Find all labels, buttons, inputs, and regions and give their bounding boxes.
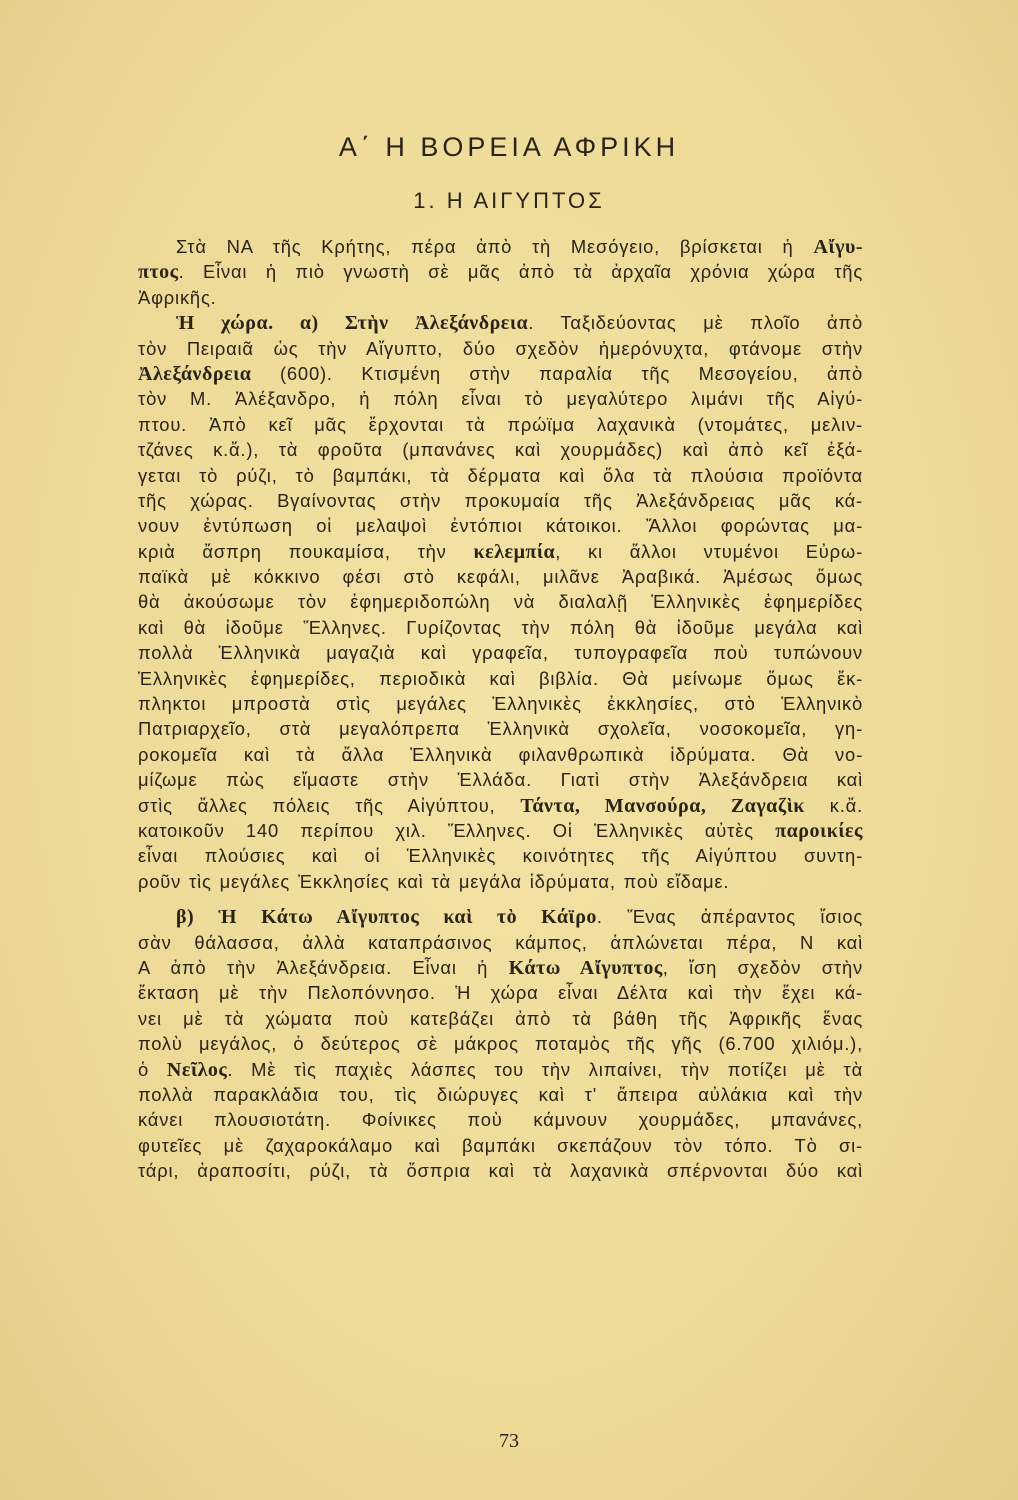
text-line: πτου. Ἀπὸ κεῖ μᾶς ἔρχονται τὰ πρώϊμα λαχανικὰ (ντομάτες, μελιν-	[138, 413, 863, 435]
text-line: ροκομεῖα καὶ τὰ ἄλλα Ἑλληνικὰ φιλανθρωπικὰ ἱδρύματα. Θὰ νο-	[138, 743, 863, 765]
text-line: Ἀλεξάνδρεια (600). Κτισμένη στὴν παραλία τῆς Μεσογείου, ἀπὸ	[138, 362, 863, 385]
text-line: σὰν θάλασσα, ἀλλὰ καταπράσινος κάμπος, ἁπλώνεται πέρα, Ν καὶ	[138, 931, 863, 953]
text-line: πολλὰ παρακλάδια του, τὶς διώρυγες καὶ τ' ἄπειρα αὐλάκια καὶ τὴν	[138, 1083, 863, 1105]
text-line: κριὰ ἄσπρη πουκαμίσα, τὴν κελεμπία, κι ἄλλοι ντυμένοι Εὐρω-	[138, 540, 863, 563]
text-line: πληκτοι μπροστὰ στὶς μεγάλες Ἑλληνικὲς ἐκκλησίες, στὸ Ἑλληνικὸ	[138, 693, 863, 715]
text-line: Ἡ χώρα. α) Στὴν Ἀλεξάνδρεια. Ταξιδεύοντας μὲ πλοῖο ἀπὸ	[176, 312, 863, 335]
text-line: τάρι, ἀραποσίτι, ρύζι, τὰ ὄσπρια καὶ τὰ λαχανικὰ σπέρνονται δύο καὶ	[138, 1160, 863, 1182]
text-line: Στὰ ΝΑ τῆς Κρήτης, πέρα ἀπὸ τὴ Μεσόγειο, βρίσκεται ἡ Αἴγυ-	[176, 236, 863, 258]
text-line: εἶναι πλούσιες καὶ οἱ Ἑλληνικὲς κοινότητες τῆς Αἰγύπτου συντη-	[138, 845, 863, 867]
chapter-title: Α΄ Η ΒΟΡΕΙΑ ΑΦΡΙΚΗ	[338, 132, 680, 162]
text-line: κατοικοῦν 140 περίπου χιλ. Ἕλληνες. Οἱ Ἑλληνικὲς αὐτὲς παροικίες	[138, 819, 863, 842]
text-line: β) Ἡ Κάτω Αἴγυπτος καὶ τὸ Κάϊρο. Ἕνας ἀπέραντος ἴσιος	[176, 906, 864, 929]
text-line: πολλὰ Ἑλληνικὰ μαγαζιὰ καὶ γραφεῖα, τυπογραφεῖα ποὺ τυπώνουν	[138, 642, 863, 664]
section-title: 1. Η ΑΙΓΥΠΤΟΣ	[413, 188, 605, 213]
text-line: φυτεῖες μὲ ζαχαροκάλαμο καὶ βαμπάκι σκεπάζουν τὸν τόπο. Τὸ σι-	[138, 1134, 863, 1156]
page-number: 73	[499, 1430, 519, 1452]
text-line: Α ἀπὸ τὴν Ἀλεξάνδρεια. Εἶναι ἡ Κάτω Αἴγυπτος, ἴση σχεδὸν στὴν	[138, 956, 863, 979]
text-line: ἔκταση μὲ τὴν Πελοπόννησο. Ἡ χώρα εἶναι Δέλτα καὶ τὴν ἔχει κά-	[138, 982, 863, 1004]
text-line: γεται τὸ ρύζι, τὸ βαμπάκι, τὰ δέρματα καὶ ὅλα τὰ πλούσια προϊόντα	[138, 464, 863, 486]
text-line: ὁ Νεῖλος. Μὲ τὶς παχιὲς λάσπες του τὴν λιπαίνει, τὴν ποτίζει μὲ τὰ	[138, 1058, 864, 1081]
text-line: πολὺ μεγάλος, ὁ δεύτερος σὲ μάκρος ποταμὸς τῆς γῆς (6.700 χιλιόμ.),	[138, 1033, 863, 1055]
text-line: Ἑλληνικὲς ἐφημερίδες, περιοδικὰ καὶ βιβλία. Θὰ μείνωμε ὅμως ἔκ-	[138, 667, 863, 689]
text-line: νουν ἐντύπωση οἱ μελαψοὶ ἐντόπιοι κάτοικοι. Ἄλλοι φορώντας μα-	[138, 515, 863, 537]
text-line: Ἀφρικῆς.	[138, 286, 217, 308]
text-line: παϊκὰ μὲ κόκκινο φέσι στὸ κεφάλι, μιλᾶνε Ἀραβικά. Ἀμέσως ὅμως	[138, 566, 863, 588]
text-line: μίζωμε πὼς εἴμαστε στὴν Ἑλλάδα. Γιατὶ στὴν Ἀλεξάνδρεια καὶ	[138, 769, 863, 791]
body-text	[138, 234, 863, 1183]
text-line: καὶ θὰ ἰδοῦμε Ἕλληνες. Γυρίζοντας τὴν πόλη θὰ ἰδοῦμε μεγάλα καὶ	[138, 616, 863, 638]
text-line: ροῦν τὶς μεγάλες Ἐκκλησίες καὶ τὰ μεγάλα ἱδρύματα, ποὺ εἴδαμε.	[138, 870, 730, 892]
text-line: τὸν Πειραιᾶ ὡς τὴν Αἴγυπτο, δύο σχεδὸν ἡμερόνυχτα, φτάνομε στὴν	[138, 337, 863, 359]
text-line: Πατριαρχεῖο, στὰ μεγαλόπρεπα Ἑλληνικὰ σχολεῖα, νοσοκομεῖα, γη-	[138, 718, 863, 740]
text-line: τὸν Μ. Ἀλέξανδρο, ἡ πόλη εἶναι τὸ μεγαλύτερο λιμάνι τῆς Αἰγύ-	[138, 388, 863, 410]
text-line: τῆς χώρας. Βγαίνοντας στὴν προκυμαία τῆς Ἀλεξάνδρειας μᾶς κά-	[138, 489, 863, 511]
text-line: πτος. Εἶναι ἡ πιὸ γνωστὴ σὲ μᾶς ἀπὸ τὰ ἀρχαῖα χρόνια χώρα τῆς	[138, 261, 863, 284]
text-line: στὶς ἄλλες πόλεις τῆς Αἰγύπτου, Τάντα, Μανσούρα, Ζαγαζὶκ κ.ἄ.	[138, 794, 864, 817]
text-line: νει μὲ τὰ χώματα ποὺ κατεβάζει ἀπὸ τὰ βάθη τῆς Ἀφρικῆς ἕνας	[138, 1007, 863, 1029]
text-line: κάνει πλουσιοτάτη. Φοίνικες ποὺ κάμνουν χουρμάδες, μπανάνες,	[138, 1109, 863, 1131]
text-line: τζάνες κ.ἄ.), τὰ φροῦτα (μπανάνες καὶ χουρμάδες) καὶ ἀπὸ κεῖ ἐξά-	[138, 439, 863, 461]
text-line: θὰ ἀκούσωμε τὸν ἐφημεριδοπώλη νὰ διαλαλῇ Ἑλληνικὲς ἐφημερίδες	[138, 591, 863, 613]
